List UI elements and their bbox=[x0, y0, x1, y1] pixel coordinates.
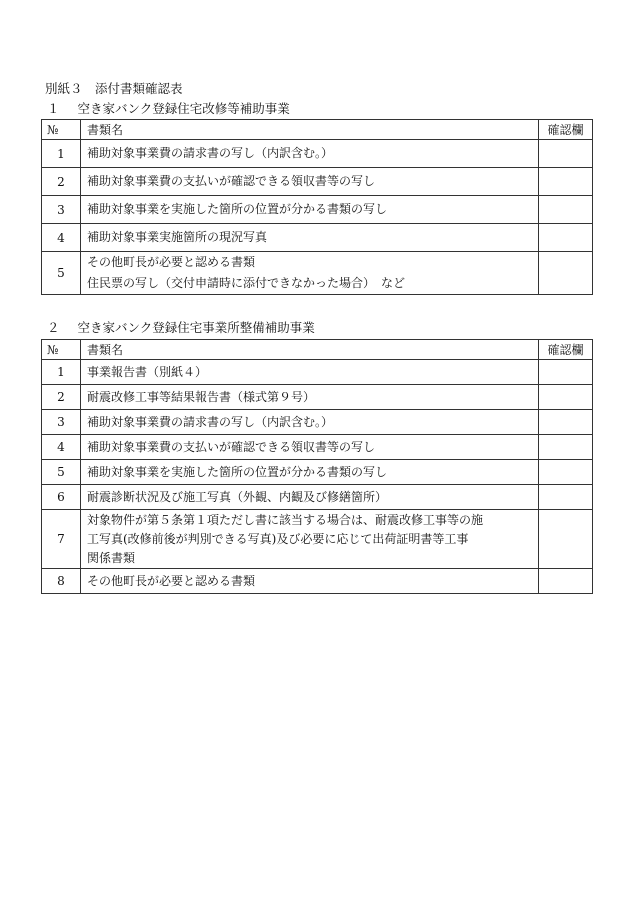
column-header-no: № bbox=[42, 340, 81, 360]
check-cell bbox=[539, 224, 593, 252]
document-name-line-1: 対象物件が第５条第１項ただし書に該当する場合は、耐震改修工事等の施 bbox=[87, 512, 484, 527]
document-name-cell bbox=[81, 385, 539, 410]
row-number: 5 bbox=[42, 252, 81, 295]
table-row bbox=[42, 168, 593, 196]
row-number: 2 bbox=[42, 168, 81, 196]
column-header-check: 確認欄 bbox=[539, 120, 593, 140]
document-name: 補助対象事業を実施した箇所の位置が分かる書類の写し bbox=[87, 202, 388, 216]
document-name: 補助対象事業費の支払いが確認できる領収書等の写し bbox=[87, 439, 376, 454]
table-row bbox=[42, 410, 593, 435]
column-header-check: 確認欄 bbox=[539, 340, 593, 360]
document-name: 補助対象事業実施箇所の現況写真 bbox=[87, 230, 268, 244]
document-name: 補助対象事業を実施した箇所の位置が分かる書類の写し bbox=[87, 464, 388, 479]
table-row bbox=[42, 435, 593, 460]
table-row bbox=[42, 196, 593, 224]
check-cell bbox=[539, 410, 593, 435]
table-row bbox=[42, 252, 593, 295]
document-name-cell bbox=[81, 485, 539, 510]
table-row bbox=[42, 360, 593, 385]
table-header-row bbox=[42, 340, 593, 360]
table-header-row bbox=[42, 120, 593, 140]
section-2-number: ２ bbox=[47, 320, 60, 335]
document-name-cell bbox=[81, 435, 539, 460]
check-cell bbox=[539, 168, 593, 196]
row-number: 6 bbox=[42, 485, 81, 510]
section-2-table bbox=[41, 339, 593, 594]
check-cell bbox=[539, 385, 593, 410]
document-name: 補助対象事業費の請求書の写し（内訳含む。） bbox=[87, 146, 334, 160]
check-cell bbox=[539, 360, 593, 385]
check-cell bbox=[539, 196, 593, 224]
document-name-cell bbox=[81, 569, 539, 594]
table-row bbox=[42, 224, 593, 252]
document-name-cell bbox=[81, 460, 539, 485]
row-number: 1 bbox=[42, 360, 81, 385]
document-name-cell bbox=[81, 410, 539, 435]
check-cell bbox=[539, 252, 593, 295]
document-title: 別紙３ 添付書類確認表 bbox=[45, 81, 183, 96]
check-cell bbox=[539, 140, 593, 168]
row-number: 5 bbox=[42, 460, 81, 485]
check-cell bbox=[539, 510, 593, 569]
table-row bbox=[42, 460, 593, 485]
column-header-name: 書類名 bbox=[81, 120, 539, 140]
row-number: 1 bbox=[42, 140, 81, 168]
section-1-title: 空き家バンク登録住宅改修等補助事業 bbox=[77, 101, 290, 116]
document-name-line-3: 関係書類 bbox=[87, 550, 136, 565]
document-name-cell bbox=[81, 196, 539, 224]
section-1-heading bbox=[47, 101, 290, 117]
table-row bbox=[42, 485, 593, 510]
row-number: 4 bbox=[42, 435, 81, 460]
check-cell bbox=[539, 485, 593, 510]
row-number: 8 bbox=[42, 569, 81, 594]
table-row bbox=[42, 140, 593, 168]
row-number: 3 bbox=[42, 196, 81, 224]
document-name: 補助対象事業費の支払いが確認できる領収書等の写し bbox=[87, 174, 376, 188]
table-row bbox=[42, 569, 593, 594]
document-name-cell bbox=[81, 168, 539, 196]
document-name-line-2: 工写真(改修前後が判別できる写真)及び必要に応じて出荷証明書等工事 bbox=[87, 531, 469, 546]
row-number: 3 bbox=[42, 410, 81, 435]
section-1-table bbox=[41, 119, 593, 295]
document-name-note: 住民票の写し（交付申請時に添付できなかった場合） など bbox=[87, 276, 406, 290]
check-cell bbox=[539, 435, 593, 460]
document-name: 耐震改修工事等結果報告書（様式第９号） bbox=[87, 389, 316, 404]
document-name: その他町長が必要と認める書類 bbox=[87, 573, 256, 588]
document-name-cell bbox=[81, 140, 539, 168]
row-number: 2 bbox=[42, 385, 81, 410]
column-header-no: № bbox=[42, 120, 81, 140]
row-number: 4 bbox=[42, 224, 81, 252]
document-name-cell bbox=[81, 510, 539, 569]
document-name-cell bbox=[81, 360, 539, 385]
table-row bbox=[42, 385, 593, 410]
document-name-cell bbox=[81, 224, 539, 252]
section-2-title: 空き家バンク登録住宅事業所整備補助事業 bbox=[77, 320, 315, 335]
document-name: 補助対象事業費の請求書の写し（内訳含む。） bbox=[87, 414, 334, 429]
check-cell bbox=[539, 569, 593, 594]
document-name: その他町長が必要と認める書類 bbox=[87, 255, 256, 269]
check-cell bbox=[539, 460, 593, 485]
section-1-number: １ bbox=[47, 101, 60, 116]
document-name-cell bbox=[81, 252, 539, 295]
table-row bbox=[42, 510, 593, 569]
document-name: 耐震診断状況及び施工写真（外観、内観及び修繕箇所） bbox=[87, 489, 388, 504]
document-name: 事業報告書（別紙４） bbox=[87, 364, 208, 379]
column-header-name: 書類名 bbox=[81, 340, 539, 360]
row-number: 7 bbox=[42, 510, 81, 569]
section-2-heading bbox=[47, 320, 315, 336]
